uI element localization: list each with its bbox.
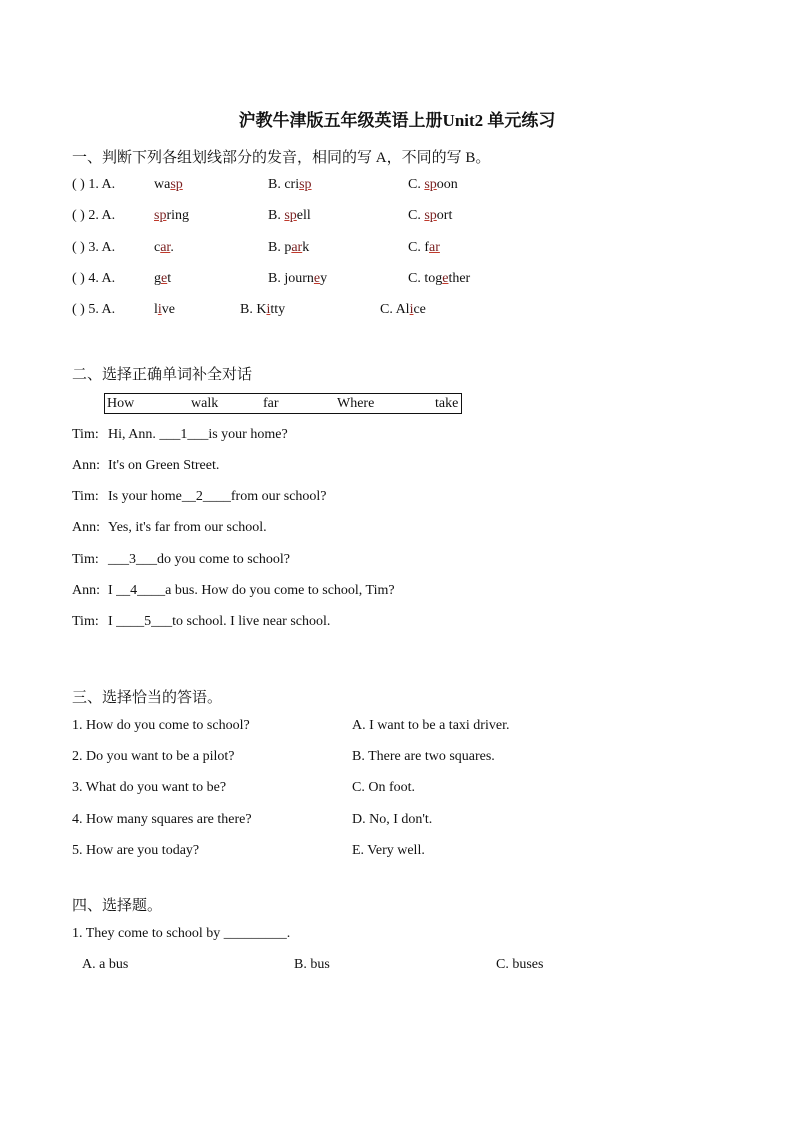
question: 1. How do you come to school?: [72, 718, 250, 733]
answer: E. Very well.: [352, 843, 425, 858]
option-a: wasp: [154, 177, 183, 192]
word-bank-item: How: [107, 396, 135, 411]
speaker: Tim:: [72, 489, 99, 504]
option-c: C. Alice: [380, 302, 426, 317]
option-b: B. spell: [268, 208, 311, 223]
answer: D. No, I don't.: [352, 812, 433, 827]
answer: A. I want to be a taxi driver.: [352, 718, 510, 733]
section-heading-4: 四、选择题。: [72, 898, 163, 914]
question: 5. How are you today?: [72, 843, 200, 858]
dialog-text: ___3___do you come to school?: [108, 552, 290, 567]
option-b: B. bus: [294, 957, 330, 972]
dialog-text: I ____5___to school. I live near school.: [108, 614, 331, 629]
option-c: C. buses: [496, 957, 544, 972]
dialog-text: I __4____a bus. How do you come to school, Tim?: [108, 583, 395, 598]
dialog-line: [72, 427, 288, 443]
question: 3. What do you want to be?: [72, 780, 227, 795]
dialog-text: Yes, it's far from our school.: [108, 520, 267, 535]
dialog-line: [72, 458, 219, 474]
answer: B. There are two squares.: [352, 749, 495, 764]
option-b: B. Kitty: [240, 302, 286, 317]
item-number: ( ) 1. A.: [72, 177, 116, 192]
section-heading-1: 一、判断下列各组划线部分的发音，相同的写 A，不同的写 B。: [72, 150, 491, 166]
option-a: get: [154, 271, 172, 286]
speaker: Tim:: [72, 552, 99, 567]
dialog-text: Hi, Ann. ___1___is your home?: [108, 427, 288, 442]
question: 1. They come to school by _________.: [72, 926, 291, 941]
speaker: Ann:: [72, 583, 100, 598]
item-number: ( ) 3. A.: [72, 240, 116, 255]
speaker: Ann:: [72, 458, 100, 473]
option-c: C. spoon: [408, 177, 458, 192]
word-bank-item: far: [263, 396, 279, 411]
option-c: C. together: [408, 271, 471, 286]
dialog-line: [72, 520, 267, 536]
page-title: 沪教牛津版五年级英语上册Unit2 单元练习: [238, 111, 556, 130]
word-bank: [104, 393, 462, 414]
option-c: C. far: [408, 240, 440, 255]
item-number: ( ) 2. A.: [72, 208, 116, 223]
speaker: Ann:: [72, 520, 100, 535]
dialog-line: [72, 552, 290, 568]
dialog-line: [72, 614, 330, 630]
option-b: B. journey: [268, 271, 328, 286]
option-c: C. sport: [408, 208, 453, 223]
dialog-line: [72, 489, 327, 505]
option-b: B. park: [268, 240, 310, 255]
speaker: Tim:: [72, 427, 99, 442]
section-heading-2: 二、选择正确单词补全对话: [72, 367, 253, 383]
word-bank-item: take: [435, 396, 459, 411]
option-b: B. crisp: [268, 177, 312, 192]
dialog-text: It's on Green Street.: [108, 458, 220, 473]
word-bank-item: Where: [337, 396, 375, 411]
item-number: ( ) 4. A.: [72, 271, 116, 286]
option-a: A. a bus: [82, 957, 129, 972]
section-heading-3: 三、选择恰当的答语。: [72, 690, 223, 706]
question: 4. How many squares are there?: [72, 812, 252, 827]
word-bank-item: walk: [191, 396, 219, 411]
speaker: Tim:: [72, 614, 99, 629]
option-a: live: [154, 302, 175, 317]
answer: C. On foot.: [352, 780, 415, 795]
item-number: ( ) 5. A.: [72, 302, 116, 317]
question: 2. Do you want to be a pilot?: [72, 749, 235, 764]
option-a: spring: [154, 208, 190, 223]
dialog-text: Is your home__2____from our school?: [108, 489, 327, 504]
dialog-line: [72, 583, 395, 599]
option-a: car.: [154, 240, 174, 255]
